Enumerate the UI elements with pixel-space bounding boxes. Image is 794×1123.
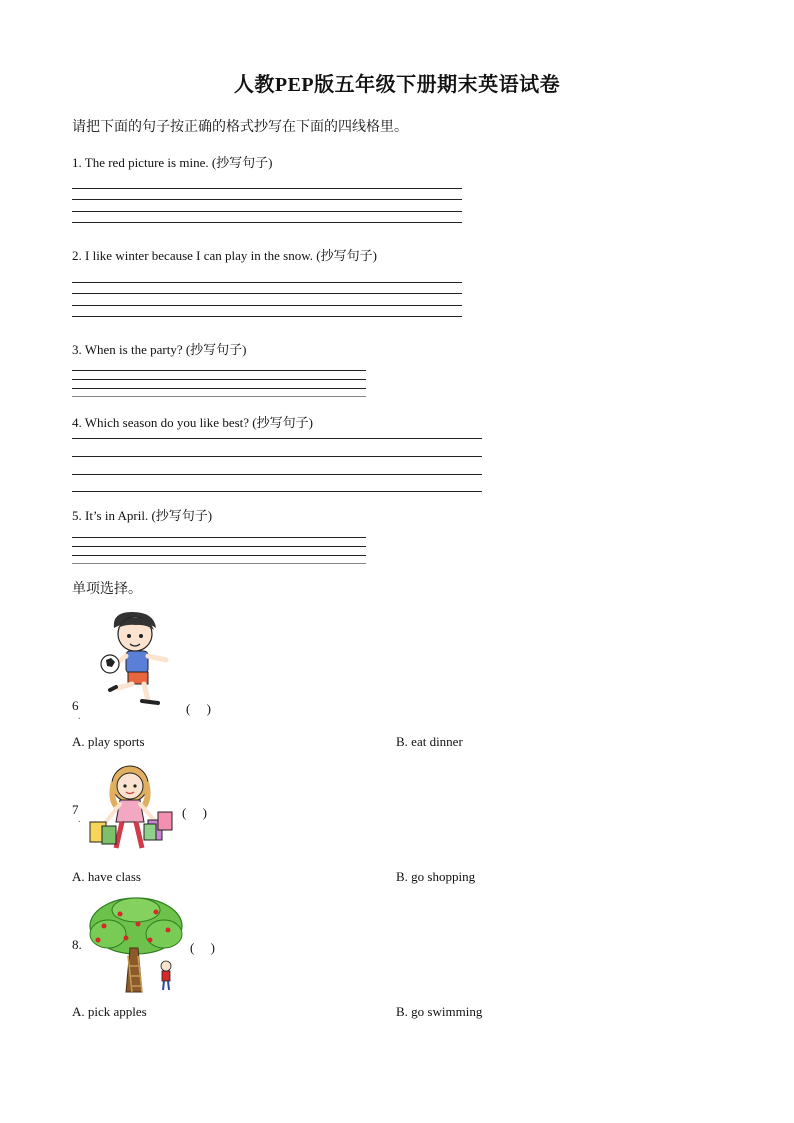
answer-paren-8: ( ) — [190, 940, 215, 955]
girl-with-shopping-bags-illustration — [86, 762, 178, 856]
instruction: 请把下面的句子按正确的格式抄写在下面的四线格里。 — [72, 120, 408, 135]
answer-paren-6: ( ) — [186, 701, 211, 716]
option-a-8: A. pick apples — [72, 1004, 147, 1019]
copy-question-5: 5. It’s in April. (抄写句子) — [72, 508, 213, 523]
answer-paren-7: ( ) — [182, 805, 207, 820]
choice-number-7: 7 — [72, 802, 79, 817]
page-title: 人教PEP版五年级下册期末英语试卷 — [233, 74, 561, 96]
option-a-7: A. have class — [72, 869, 141, 884]
copy-question-4: 4. Which season do you like best? (抄写句子) — [72, 415, 313, 430]
copy-question-3: 3. When is the party? (抄写句子) — [72, 342, 247, 357]
option-b-7: B. go shopping — [396, 869, 476, 884]
choice-number-6: 6 — [72, 698, 79, 713]
option-b-6: B. eat dinner — [396, 734, 463, 749]
underline-dot-6: . — [78, 711, 81, 722]
copy-question-2: 2. I like winter because I can play in the snow. (抄写句子) — [72, 248, 377, 263]
underline-dot-7: . — [78, 814, 81, 825]
boy-kicking-soccer-ball-illustration — [96, 608, 176, 706]
apple-tree-with-children-illustration — [86, 896, 186, 994]
option-a-6: A. play sports — [72, 734, 145, 749]
choice-number-8: 8. — [72, 937, 82, 952]
copy-question-1: 1. The red picture is mine. (抄写句子) — [72, 155, 273, 170]
option-b-8: B. go swimming — [396, 1004, 483, 1019]
choice-heading: 单项选择。 — [72, 582, 142, 597]
